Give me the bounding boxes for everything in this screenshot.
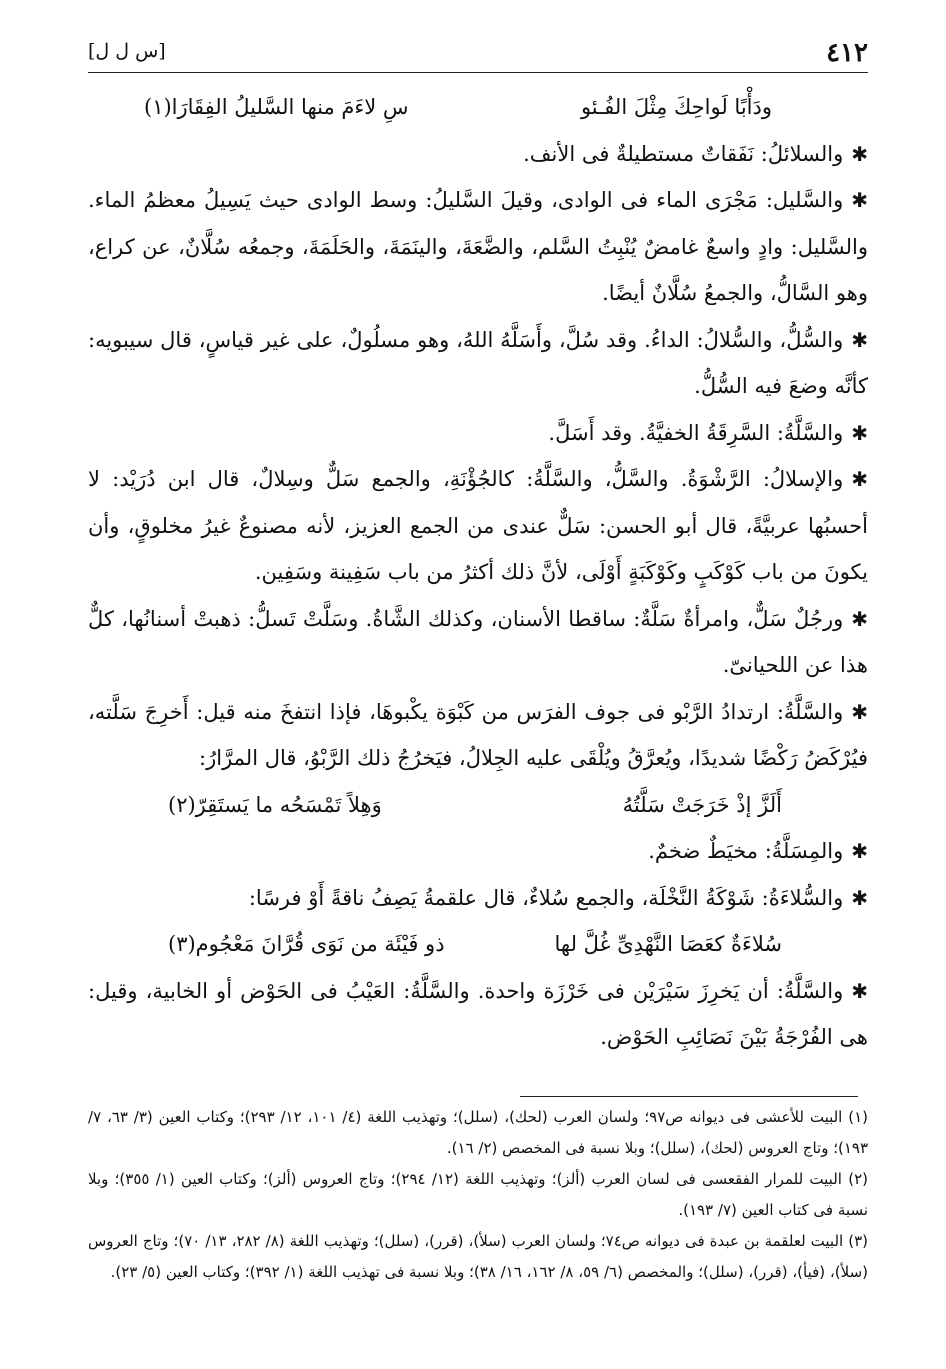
verse-hemistich-first: ودَأْبًا لَواحِكَ مِثْلَ الفُـئو	[580, 95, 772, 119]
page-number: ٤١٢	[826, 38, 868, 68]
entry-text: والسلائلُ: نَفَقاتٌ مستطيلةٌ فى الأنف.	[523, 141, 844, 166]
asterisk-icon: ✱	[851, 188, 868, 212]
entry-text: والسُّلُّ، والسُّلالُ: الداءُ. وقد سُلَّ، وأَسَلَّهُ اللهُ، وهو مسلُولٌ، على غير قياسٍ، قال سيبويه: كأنَّه وضعَ فيه السُّلُّ.	[88, 327, 868, 398]
entry-text: والسُّلاءَةُ: شَوْكَةُ النَّخْلَة، والجمع سُلاءٌ، قال علقمةُ يَصِفُ ناقةً أَوْ فرسًا:	[248, 885, 844, 910]
footnote: (٢) البيت للمرار الفقعسى فى لسان العرب (ألز)؛ وتهذيب اللغة (١٢/ ٢٩٤)؛ وتاج العروس (ألز)؛ وكتاب العين (١/ ٣٥٥)؛ وبلا نسبة فى كتاب العين (٧/ ١٩٣).	[88, 1170, 868, 1219]
verse-line	[88, 782, 868, 829]
entry-paragraph	[88, 317, 868, 410]
entry-paragraph	[88, 689, 868, 782]
verse-hemistich-second: وَهِلاً تَمْسَحُه ما يَستَقِرّ(٢)	[168, 792, 382, 817]
main-text	[88, 84, 868, 1061]
entry-paragraph	[88, 410, 868, 457]
verse-hemistich-second: ذو فَيْئَة من نَوَى قُرَّانَ مَعْجُوم(٣)	[168, 932, 445, 956]
entry-paragraph	[88, 875, 868, 922]
footnote: (١) البيت للأعشى فى ديوانه ص٩٧؛ ولسان العرب (لحك)، (سلل)؛ وتهذيب اللغة (٤/ ١٠١، ١٢/ ٢٩٣)؛ وكتاب العين (٣/ ٦٣، ٧/ ١٩٣)؛ وتاج العروس (لحك)، (سلل)؛ وبلا نسبة فى المخصص (٢/ ١٦).	[88, 1108, 868, 1157]
verse-hemistich-second: سِ لاءَمَ منها السَّليلُ الفِقَارَا(١)	[144, 95, 409, 119]
footnotes	[88, 1102, 868, 1288]
footnote: (٣) البيت لعلقمة بن عبدة فى ديوانه ص٧٤؛ ولسان العرب (سلأ)، (قرر)، (سلل)؛ وتهذيب اللغة (٨/ ٢٨٢، ١٣/ ٧٠)؛ وتاج العروس (سلأ)، (فيأ)، (قرر)، (سلل)؛ والمخصص (٦/ ٥٩، ٨/ ١٦٢، ١٦/ ٣٨)؛ وبلا نسبة فى تهذيب اللغة (١/ ٣٩٢)؛ وكتاب العين (٥/ ٢٣).	[88, 1232, 869, 1281]
entry-text: والمِسَلَّةُ: مخيَطٌ ضخمٌ.	[648, 839, 844, 863]
asterisk-icon: ✱	[851, 327, 868, 352]
verse-hemistich-first: سُلاءَةٌ كعَصَا النَّهْدِىِّ غُلَّ لها	[554, 932, 782, 956]
root-letters: [س ل ل]	[88, 40, 166, 62]
asterisk-icon: ✱	[851, 467, 868, 491]
asterisk-icon: ✱	[851, 885, 868, 910]
verse-hemistich-first: أَلَزَّ إذْ خَرَجَتْ سَلَّتُهُ	[622, 792, 782, 817]
entry-paragraph	[88, 456, 868, 596]
asterisk-icon: ✱	[851, 839, 868, 863]
entry-paragraph	[88, 131, 868, 178]
asterisk-icon: ✱	[851, 606, 868, 631]
entry-text: والسَّليل: مَجْرَى الماء فى الوادى، وقيلَ السَّليلُ: وسط الوادى حيث يَسِيلُ معظمُ الماء. والسَّليل: وادٍ واسعٌ غامضٌ يُنْبِتُ السَّلم، والضَّعَةَ، والينَمَةَ، والحَلَمَةَ، وجمعُه سُلَّانٌ، عن كراع، وهو السَّالُّ، والجمعُ سُلَّانٌ أيضًا.	[88, 188, 868, 305]
entry-text: ورجُلٌ سَلٌّ، وامرأةٌ سَلَّةٌ: ساقطا الأسنان، وكذلك الشَّاةُ. وسَلَّتْ تَسلُّ: ذهبتْ أسنانُها، كلٌّ هذا عن اللحيانىّ.	[88, 606, 868, 677]
entry-text: والسَّلَّةُ: أن يَخرِزَ سَيْرَيْن فى خَرْزَة واحدة. والسَّلَّةُ: العَيْبُ فى الحَوْض أو الخابية، وقيل: هى الفُرْجَةُ بَيْنَ نَصَائِبِ الحَوْض.	[88, 978, 868, 1049]
entry-paragraph	[88, 828, 868, 875]
entry-paragraph	[88, 596, 868, 689]
asterisk-icon: ✱	[851, 141, 868, 166]
entry-text: والسَّلَّةُ: السَّرِقَةُ الخفيَّةُ. وقد أَسَلَّ.	[548, 420, 844, 445]
footnote-rule	[520, 1096, 858, 1097]
asterisk-icon: ✱	[851, 699, 868, 724]
page-header	[88, 38, 868, 78]
asterisk-icon: ✱	[851, 420, 868, 445]
entry-paragraph	[88, 968, 868, 1061]
entry-text: والإسلالُ: الرَّشْوَةُ. والسَّلُّ، والسَّلَّةُ: كالجُؤْنَةِ، والجمع سَلٌّ وسِلالٌ، قال ابن دُرَيْد: لا أحسبُها عربيَّةً، قال أبو الحسن: سَلٌّ عندى من الجمع العزيز، لأنه مصنوعٌ غيرُ مخلوقٍ، وأن يكونَ من باب كَوْكَبٍ وكَوْكَبَةٍ أَوْلَى، لأنَّ ذلك أكثرُ من باب سَفِينة وسَفِين.	[88, 467, 868, 584]
header-rule	[88, 72, 868, 73]
verse-line	[88, 84, 868, 131]
verse-line	[88, 921, 868, 968]
asterisk-icon: ✱	[851, 978, 868, 1003]
entry-paragraph	[88, 177, 868, 317]
entry-text: والسَّلَّةُ: ارتدادُ الرَّبْو فى جوف الفرَس من كَبْوَة يكْبوهَا، فإذا انتفخَ منه قيل: أَخرِجَ سَلَّته، فيُرْكَضُ رَكْضًا شديدًا، ويُعرَّقُ ويُلْقَى عليه الجِلالُ، فيَخرُجُ ذلك الرَّبْوُ، قال المرَّارُ:	[88, 699, 868, 770]
